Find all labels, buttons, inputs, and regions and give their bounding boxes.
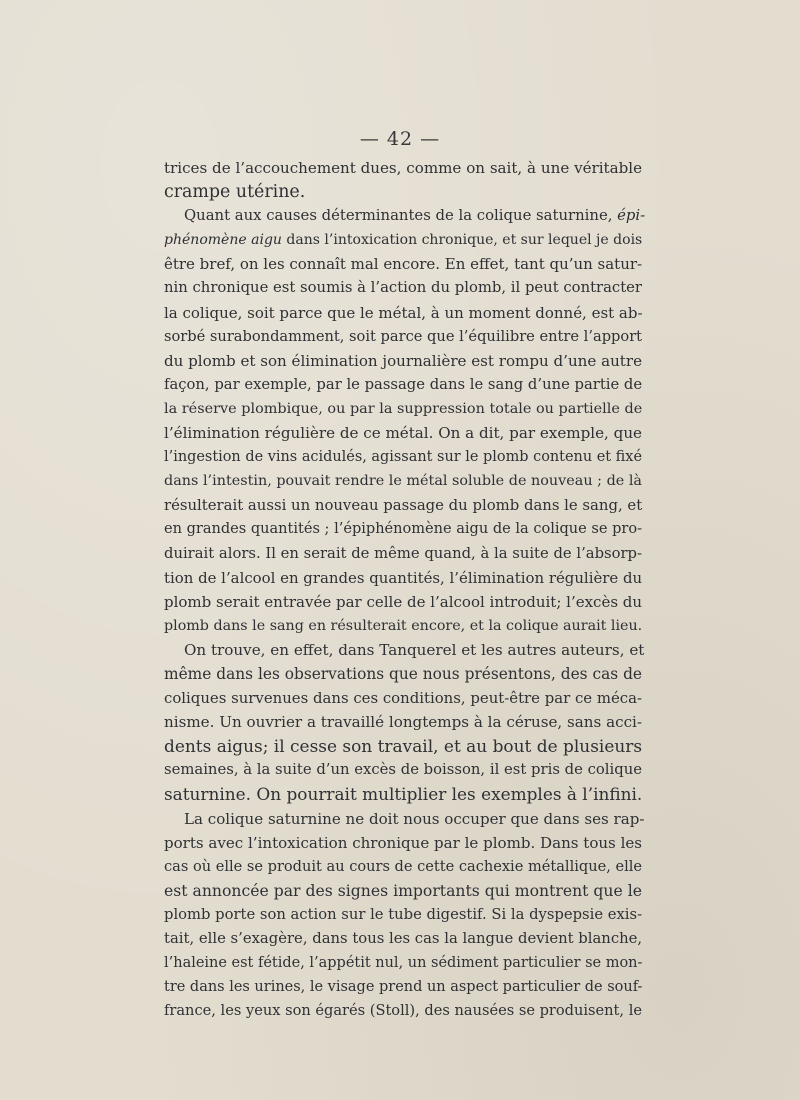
- text-line: ports avec l’intoxication chronique par le plomb. Dans tous les: [164, 833, 642, 852]
- text-line: cas où elle se produit au cours de cette cachexie métallique, elle: [164, 857, 643, 875]
- text-line: du plomb et son élimination journalière est rompu d’une autre: [164, 351, 642, 370]
- page-number: — 42 —: [359, 128, 441, 150]
- text-line: nin chronique est soumis à l’action du plomb, il peut contracter: [164, 279, 642, 297]
- text-line: [164, 228, 642, 252]
- text-line: même dans les observations que nous présentons, des cas de: [164, 664, 642, 683]
- text-line: l’élimination régulière de ce métal. On a dit, par exemple, que: [164, 424, 642, 443]
- text-line: La colique saturnine ne doit nous occuper que dans ses rap-: [184, 809, 645, 828]
- text-line: france, les yeux son égarés (Stoll), des nausées se produisent, le: [164, 1002, 642, 1020]
- text-line: en grandes quantités ; l’épiphénomène aigu de la colique se pro-: [164, 521, 642, 538]
- text-line: tait, elle s’exagère, dans tous les cas la langue devient blanche,: [164, 930, 643, 947]
- text-line: façon, par exemple, par le passage dans le sang d’une partie de: [164, 375, 643, 393]
- text-line: dans l’intestin, pouvait rendre le métal soluble de nouveau ; de là: [164, 473, 642, 490]
- text-line: dents aigus; il cesse son travail, et au bout de plusieurs: [164, 736, 643, 757]
- text-line: être bref, on les connaît mal encore. En effet, tant qu’un satur-: [164, 255, 643, 274]
- text-line: duirait alors. Il en serait de même quand, à la suite de l’absorp-: [164, 544, 642, 562]
- text-line: est annoncée par des signes importants qui montrent que le: [164, 880, 642, 900]
- text-line: plomb dans le sang en résulterait encore, et la colique aurait lieu.: [164, 617, 643, 634]
- text-line: la colique, soit parce que le métal, à un moment donné, est ab-: [164, 303, 643, 322]
- text-run: dans l’intoxication chronique, et sur lequel je dois: [281, 232, 643, 249]
- text-line: semaines, à la suite d’un excès de boisson, il est pris de colique: [164, 761, 642, 779]
- text-line: plomb porte son action sur le tube digestif. Si la dyspepsie exis-: [164, 905, 643, 923]
- text-line: tre dans les urines, le visage prend un aspect particulier de souf-: [164, 979, 643, 996]
- text-line: [164, 204, 646, 228]
- text-line: trices de l’accouchement dues, comme on sait, à une véritable: [164, 159, 642, 177]
- italic-run: épi-: [617, 207, 646, 225]
- text-line: nisme. Un ouvrier a travaillé longtemps à la céruse, sans acci-: [164, 713, 642, 732]
- body-text: [164, 156, 646, 1023]
- text-line: On trouve, en effet, dans Tanquerel et les autres auteurs, et: [184, 640, 645, 659]
- text-line: sorbé surabondamment, soit parce que l’équilibre entre l’apport: [164, 327, 643, 345]
- text-line: résulterait aussi un nouveau passage du plomb dans le sang, et: [164, 496, 643, 515]
- text-line: plomb serait entravée par celle de l’alcool introduit; l’excès du: [164, 592, 643, 611]
- text-line: l’haleine est fétide, l’appétit nul, un sédiment particulier se mon-: [164, 955, 643, 972]
- text-run: Quant aux causes déterminantes de la colique saturnine,: [184, 207, 618, 225]
- text-line: tion de l’alcool en grandes quantités, l’élimination régulière du: [164, 568, 643, 587]
- text-line: l’ingestion de vins acidulés, agissant sur le plomb contenu et fixé: [164, 449, 642, 466]
- text-line: la réserve plombique, ou par la suppression totale ou partielle de: [164, 400, 643, 417]
- text-line: saturnine. On pourrait multiplier les exemples à l’infini.: [164, 784, 643, 805]
- text-line: coliques survenues dans ces conditions, peut-être par ce méca-: [164, 689, 642, 708]
- italic-run: phénomène aigu: [164, 232, 282, 249]
- text-line: crampe utérine.: [164, 182, 306, 203]
